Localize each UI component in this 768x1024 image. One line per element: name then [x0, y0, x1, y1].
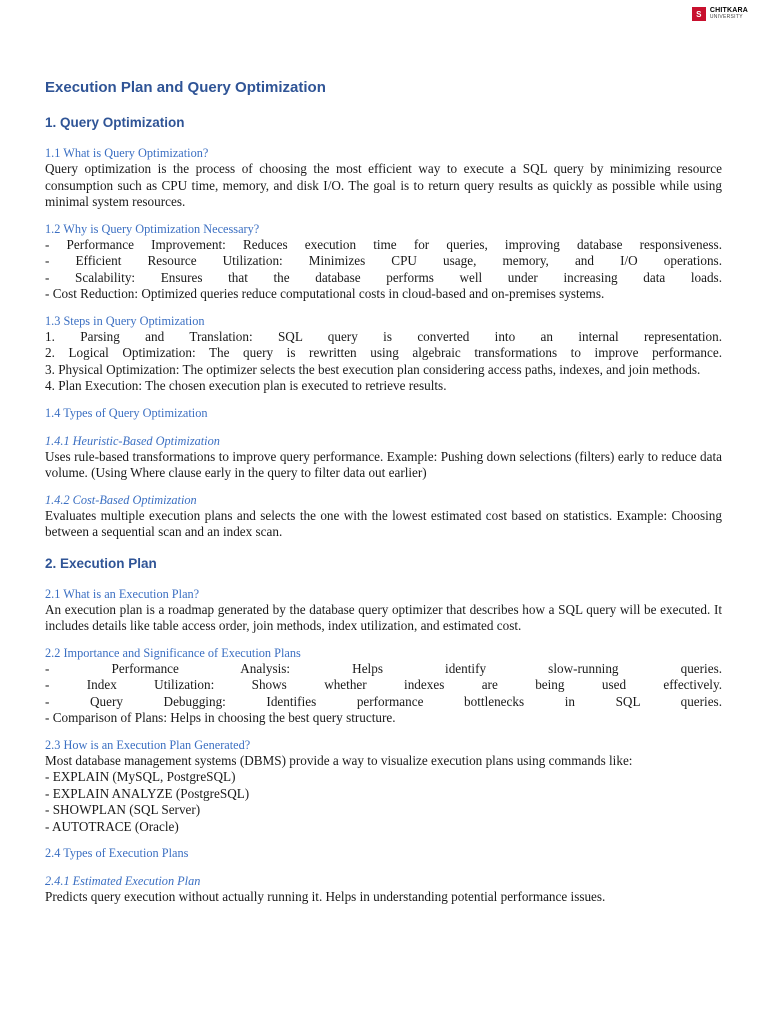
list-item: - Scalability: Ensures that the database performs well under increasing data loads.: [45, 269, 722, 285]
section-1-4-1-heading: 1.4.1 Heuristic-Based Optimization: [45, 433, 220, 448]
section-1-heading: 1. Query Optimization: [45, 115, 185, 130]
section-1-4-1-paragraph: Uses rule-based transformations to improve query performance. Example: Pushing down selections (filters) early to reduce data volume. (Using Where clause early in the query to filter data out earlier): [45, 448, 722, 480]
list-item: - Efficient Resource Utilization: Minimizes CPU usage, memory, and I/O operations.: [45, 253, 722, 268]
section-1-4-heading: 1.4 Types of Query Optimization: [45, 405, 208, 420]
logo-mark-icon: S: [692, 7, 706, 21]
list-item: 3. Physical Optimization: The optimizer selects the best execution plan considering access paths, indexes, and join methods.: [45, 361, 701, 377]
list-item: - EXPLAIN (MySQL, PostgreSQL): [45, 769, 236, 784]
logo-text: [710, 7, 748, 21]
list-item: 4. Plan Execution: The chosen execution plan is executed to retrieve results.: [45, 378, 447, 393]
section-2-4-1-paragraph: Predicts query execution without actually running it. Helps in understanding potential performance issues.: [45, 889, 606, 904]
section-2-1-heading: 2.1 What is an Execution Plan?: [45, 586, 200, 601]
list-item: 2. Logical Optimization: The query is rewritten using algebraic transformations to improve performance.: [45, 345, 722, 360]
section-2-4-1-heading: 2.4.1 Estimated Execution Plan: [45, 874, 201, 888]
list-item: - AUTOTRACE (Oracle): [45, 818, 179, 834]
section-2-1-paragraph: An execution plan is a roadmap generated by the database query optimizer that describes how a SQL query will be executed. It includes details like table access order, join methods, index utilization, and estimated cost.: [45, 601, 722, 633]
list-item: - Cost Reduction: Optimized queries reduce computational costs in cloud-based and on-premises systems.: [45, 286, 605, 301]
university-logo: [692, 7, 748, 21]
section-2-heading: 2. Execution Plan: [45, 555, 157, 571]
document-body: [45, 78, 722, 906]
list-item: Most database management systems (DBMS) provide a way to visualize execution plans using commands like:: [45, 752, 633, 768]
list-item: - Performance Analysis: Helps identify slow-running queries.: [45, 660, 722, 676]
list-item: 1. Parsing and Translation: SQL query is converted into an internal representation.: [45, 328, 722, 344]
section-1-4-2-paragraph: Evaluates multiple execution plans and selects the one with the lowest estimated cost based on statistics. Example: Choosing between a sequential scan and an index scan.: [45, 507, 722, 539]
list-item: - Comparison of Plans: Helps in choosing the best query structure.: [45, 710, 396, 725]
section-1-3-heading: 1.3 Steps in Query Optimization: [45, 313, 205, 328]
list-item: - Performance Improvement: Reduces execution time for queries, improving database responsiveness.: [45, 236, 722, 252]
section-1-4-2-heading: 1.4.2 Cost-Based Optimization: [45, 492, 197, 507]
list-item: - SHOWPLAN (SQL Server): [45, 802, 201, 817]
logo-line2: UNIVERSITY: [709, 14, 743, 20]
section-2-3-heading: 2.3 How is an Execution Plan Generated?: [45, 737, 251, 752]
section-1-2-heading: 1.2 Why is Query Optimization Necessary?: [45, 221, 260, 236]
section-1-1-paragraph: Query optimization is the process of choosing the most efficient way to execute a SQL query by minimizing resource consumption such as CPU time, memory, and disk I/O. The goal is to return query results as quickly as possible while using minimal system resources.: [45, 161, 722, 209]
list-item: - Index Utilization: Shows whether indexes are being used effectively.: [45, 677, 722, 692]
section-2-2-heading: 2.2 Importance and Significance of Execution Plans: [45, 645, 301, 660]
list-item: - Query Debugging: Identifies performance bottlenecks in SQL queries.: [45, 693, 722, 709]
document-title: Execution Plan and Query Optimization: [45, 79, 326, 96]
logo-line1: CHITKARA: [709, 7, 748, 14]
list-item: - EXPLAIN ANALYZE (PostgreSQL): [45, 785, 250, 801]
section-1-1-heading: 1.1 What is Query Optimization?: [45, 146, 209, 160]
section-2-4-heading: 2.4 Types of Execution Plans: [45, 846, 189, 860]
